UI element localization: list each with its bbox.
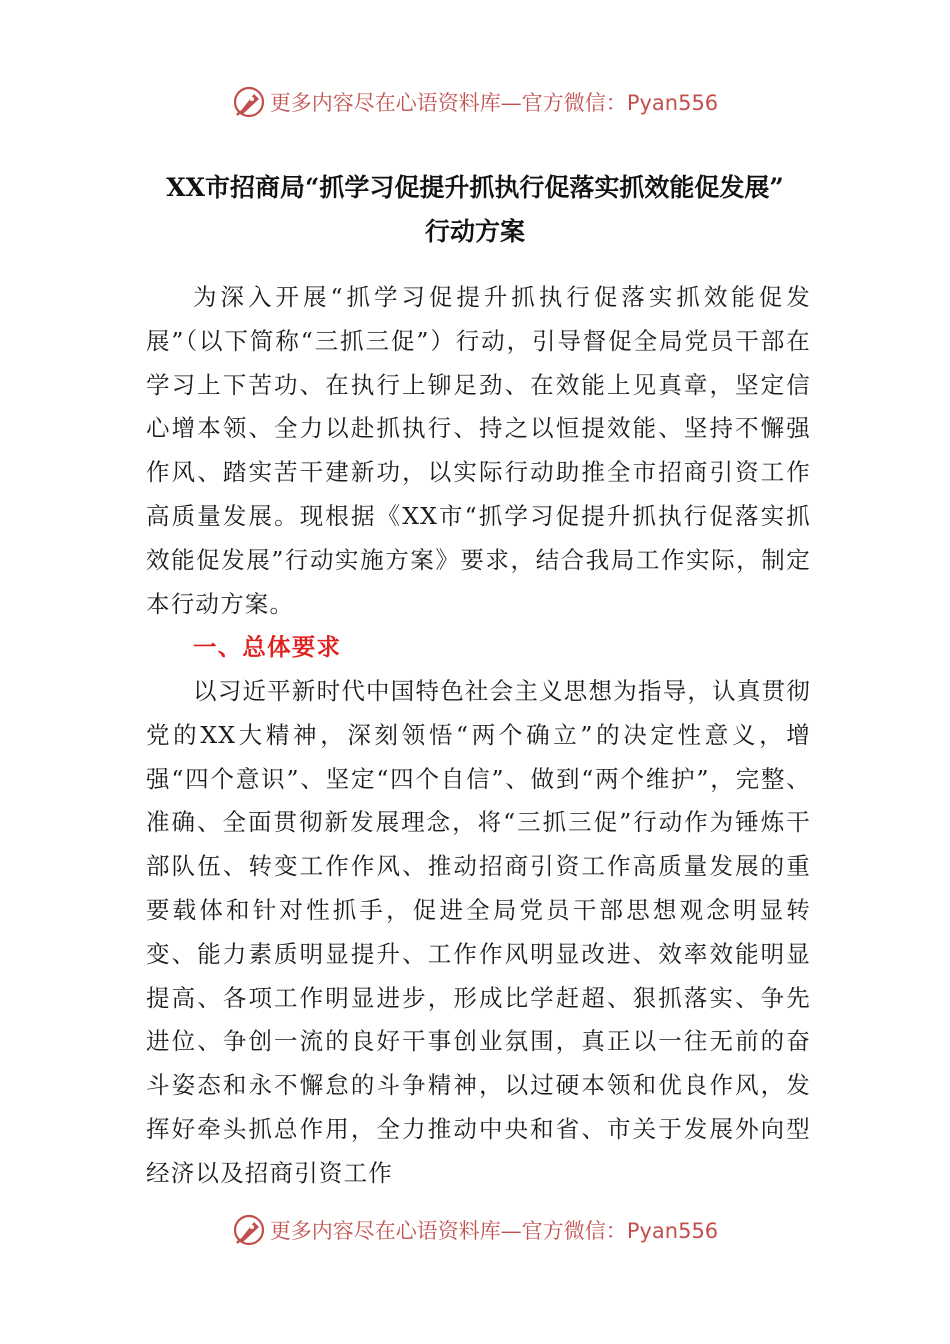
intro-paragraph [146, 276, 811, 626]
document-title-line1: XX市招商局“抓学习促提升抓执行促落实抓效能促发展” [166, 173, 784, 202]
watermark-banner-bottom [0, 1210, 950, 1250]
section1-paragraph [146, 670, 811, 1196]
watermark-text: 更多内容尽在心语资料库—官方微信：Pyan556 [269, 1219, 719, 1243]
pen-nib-icon [232, 85, 266, 119]
section1-heading: 一、总体要求 [193, 633, 342, 661]
pen-nib-icon [232, 1213, 266, 1247]
document-title-line2: 行动方案 [424, 217, 525, 246]
section-heading [146, 626, 811, 670]
paragraph-text: 为深入开展“抓学习促提升抓执行促落实抓效能促发展”（以下简称“三抓三促”）行动，引导督促全局党员干部在学习上下苦功、在执行上铆足劲、在效能上见真章，坚定信心增本领、全力以赴抓执行、持之以恒提效能、坚持不懈强作风、踏实苦干建新功，以实际行动助推全市招商引资工作高质量发展。现根据《XX市“抓学习促提升抓执行促落实抓效能促发展”行动实施方案》要求，结合我局工作实际，制定本行动方案。 [146, 283, 811, 618]
watermark-banner-top [0, 82, 950, 122]
paragraph-text: 以习近平新时代中国特色社会主义思想为指导，认真贯彻党的XX大精神，深刻领悟“两个确立”的决定性意义，增强“四个意识”、坚定“四个自信”、做到“两个维护”，完整、准确、全面贯彻新发展理念，将“三抓三促”行动作为锤炼干部队伍、转变工作作风、推动招商引资工作高质量发展的重要载体和针对性抓手，促进全局党员干部思想观念明显转变、能力素质明显提升、工作作风明显改进、效率效能明显提高、各项工作明显进步，形成比学赶超、狠抓落实、争先进位、争创一流的良好干事创业氛围，真正以一往无前的奋斗姿态和永不懈怠的斗争精神，以过硬本领和优良作风，发挥好牵头抓总作用，全力推动中央和省、市关于发展外向型经济以及招商引资工作 [146, 677, 811, 1187]
watermark-text: 更多内容尽在心语资料库—官方微信：Pyan556 [269, 91, 719, 115]
